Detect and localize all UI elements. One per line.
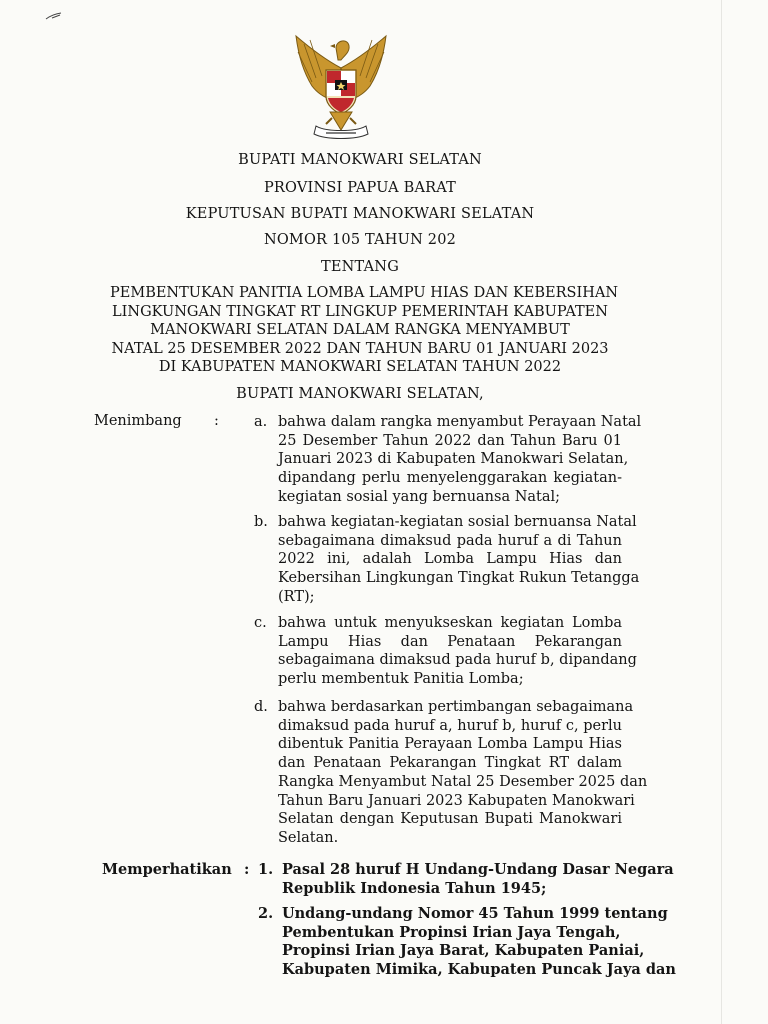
item-line: dibentuk Panitia Perayaan Lomba Lampu Hias (278, 736, 622, 753)
item-text (278, 513, 640, 607)
header-line-keputusan: KEPUTUSAN BUPATI MANOKWARI SELATAN (185, 206, 535, 222)
item-line: sebagaimana dimaksud pada huruf b, dipandang (278, 652, 637, 669)
item-line: bahwa kegiatan-kegiatan sosial bernuansa Natal (278, 514, 637, 530)
item-marker: d. (254, 699, 268, 715)
item-line: (RT); (278, 588, 315, 605)
item-line: bahwa berdasarkan pertimbangan sebagaimana (278, 699, 634, 715)
item-line: dipandang perlu menyelenggarakan kegiatan- (278, 470, 622, 487)
item-marker: 2. (258, 905, 274, 922)
item-line: Tahun Baru Januari 2023 Kabupaten Manokwari (278, 792, 635, 809)
item-line: Lampu Hias dan Penataan Pekarangan (278, 633, 622, 650)
item-line: bahwa untuk menyukseskan kegiatan Lomba (278, 615, 622, 631)
item-line: Rangka Menyambut Natal 25 Desember 2025 dan (278, 773, 648, 790)
header-line-provinsi: PROVINSI PAPUA BARAT (263, 180, 457, 196)
header-line-tentang: TENTANG (321, 259, 399, 275)
item-line: Republik Indonesia Tahun 1945; (282, 879, 547, 897)
menimbang-colon: : (214, 413, 219, 429)
memperhatikan-label: Memperhatikan (102, 861, 232, 878)
item-line: kegiatan sosial yang bernuansa Natal; (278, 488, 561, 505)
header-line-nomor: NOMOR 105 TAHUN 202 (263, 232, 457, 248)
decree-title-line: PEMBENTUKAN PANITIA LOMBA LAMPU HIAS DAN KEBERSIHAN (110, 285, 619, 301)
garuda-pancasila-emblem-icon (286, 30, 396, 142)
decree-title-line: LINGKUNGAN TINGKAT RT LINGKUP PEMERINTAH KABUPATEN (112, 303, 608, 320)
menimbang-label: Menimbang (94, 413, 182, 429)
item-text (278, 614, 637, 689)
issuer-line: BUPATI MANOKWARI SELATAN, (236, 386, 484, 402)
item-marker: b. (254, 514, 268, 530)
item-line: Undang-undang Nomor 45 Tahun 1999 tentang (282, 905, 668, 922)
item-line: Kebersihan Lingkungan Tingkat Rukun Tetangga (278, 570, 640, 587)
item-line: dan Penataan Pekarangan Tingkat RT dalam (278, 755, 622, 772)
item-line: dimaksud pada huruf a, huruf b, huruf c, perlu (278, 717, 622, 734)
item-text (278, 698, 648, 848)
item-line: Selatan dengan Keputusan Bupati Manokwari (278, 811, 622, 828)
decree-title (110, 284, 619, 377)
pen-scribble-icon (44, 10, 64, 22)
item-line: Propinsi Irian Jaya Barat, Kabupaten Paniai, (282, 942, 645, 960)
item-line: bahwa dalam rangka menyambut Perayaan Natal (278, 414, 642, 430)
item-line: 25 Desember Tahun 2022 dan Tahun Baru 01 (278, 432, 622, 449)
item-text (282, 861, 674, 898)
item-line: Selatan. (278, 829, 339, 846)
decree-title-line: MANOKWARI SELATAN DALAM RANGKA MENYAMBUT (150, 322, 570, 338)
item-line: Pembentukan Propinsi Irian Jaya Tengah, (282, 923, 621, 941)
item-marker: c. (254, 615, 267, 631)
item-marker: a. (254, 414, 268, 430)
item-text (278, 413, 642, 507)
item-line: perlu membentuk Panitia Lomba; (278, 671, 524, 688)
item-text (282, 905, 676, 980)
scan-edge-line (721, 0, 722, 1024)
item-line: 2022 ini, adalah Lomba Lampu Hias dan (278, 551, 622, 568)
decree-title-line: NATAL 25 DESEMBER 2022 DAN TAHUN BARU 01 JANUARI 2023 (111, 340, 609, 357)
item-line: Pasal 28 huruf H Undang-Undang Dasar Negara (282, 861, 674, 878)
item-marker: 1. (258, 861, 274, 878)
header-line-bupati: BUPATI MANOKWARI SELATAN (238, 152, 482, 168)
memperhatikan-colon: : (244, 861, 250, 878)
item-line: sebagaimana dimaksud pada huruf a di Tahun (278, 532, 622, 549)
decree-title-line: DI KABUPATEN MANOKWARI SELATAN TAHUN 2022 (158, 359, 562, 375)
item-line: Kabupaten Mimika, Kabupaten Puncak Jaya dan (282, 961, 676, 979)
item-line: Januari 2023 di Kabupaten Manokwari Selatan, (278, 451, 629, 468)
